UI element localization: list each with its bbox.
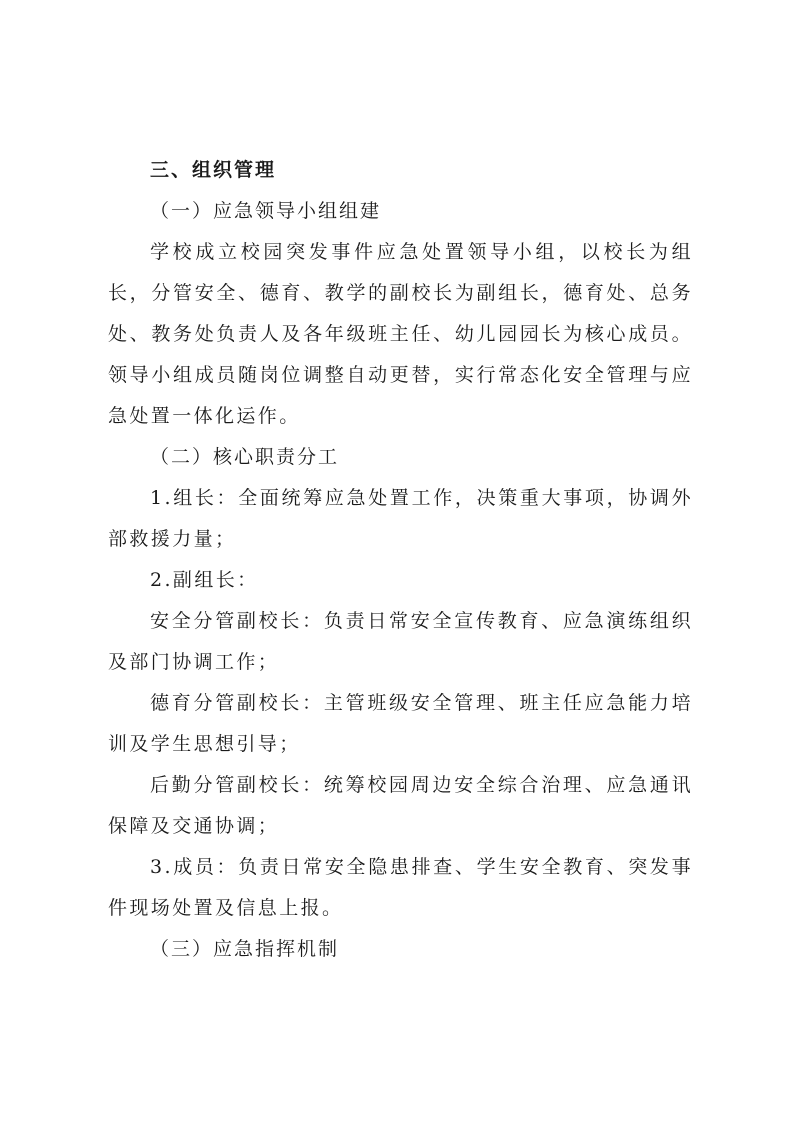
duty-item-deputy: 2.副组长： (150, 569, 259, 591)
duty-item-deputy-logistics: 后勤分管副校长：统筹校园周边安全综合治理、应急通讯保障及交通协调； (108, 774, 693, 837)
subsection-title-1: （一）应急领导小组组建 (150, 200, 382, 222)
paragraph-leadership-group: 学校成立校园突发事件应急处置领导小组，以校长为组长，分管安全、德育、教学的副校长为副组长，德育处、总务处、教务处负责人及各年级班主任、幼儿园园长为核心成员。领导小组成员随岗位调整自动更替，实行常态化安全管理与应急处置一体化运作。 (108, 241, 693, 427)
duty-item-leader: 1.组长：全面统筹应急处置工作，决策重大事项，协调外部救援力量； (108, 487, 693, 550)
document-body (108, 150, 693, 970)
subsection-title-2: （二）核心职责分工 (150, 446, 340, 468)
subsection-title-3: （三）应急指挥机制 (150, 938, 340, 960)
duty-item-members: 3.成员：负责日常安全隐患排查、学生安全教育、突发事件现场处置及信息上报。 (108, 856, 693, 919)
section-title: 三、组织管理 (150, 159, 277, 181)
duty-item-deputy-safety: 安全分管副校长：负责日常安全宣传教育、应急演练组织及部门协调工作； (108, 610, 693, 673)
duty-item-deputy-moral: 德育分管副校长：主管班级安全管理、班主任应急能力培训及学生思想引导； (108, 692, 693, 755)
